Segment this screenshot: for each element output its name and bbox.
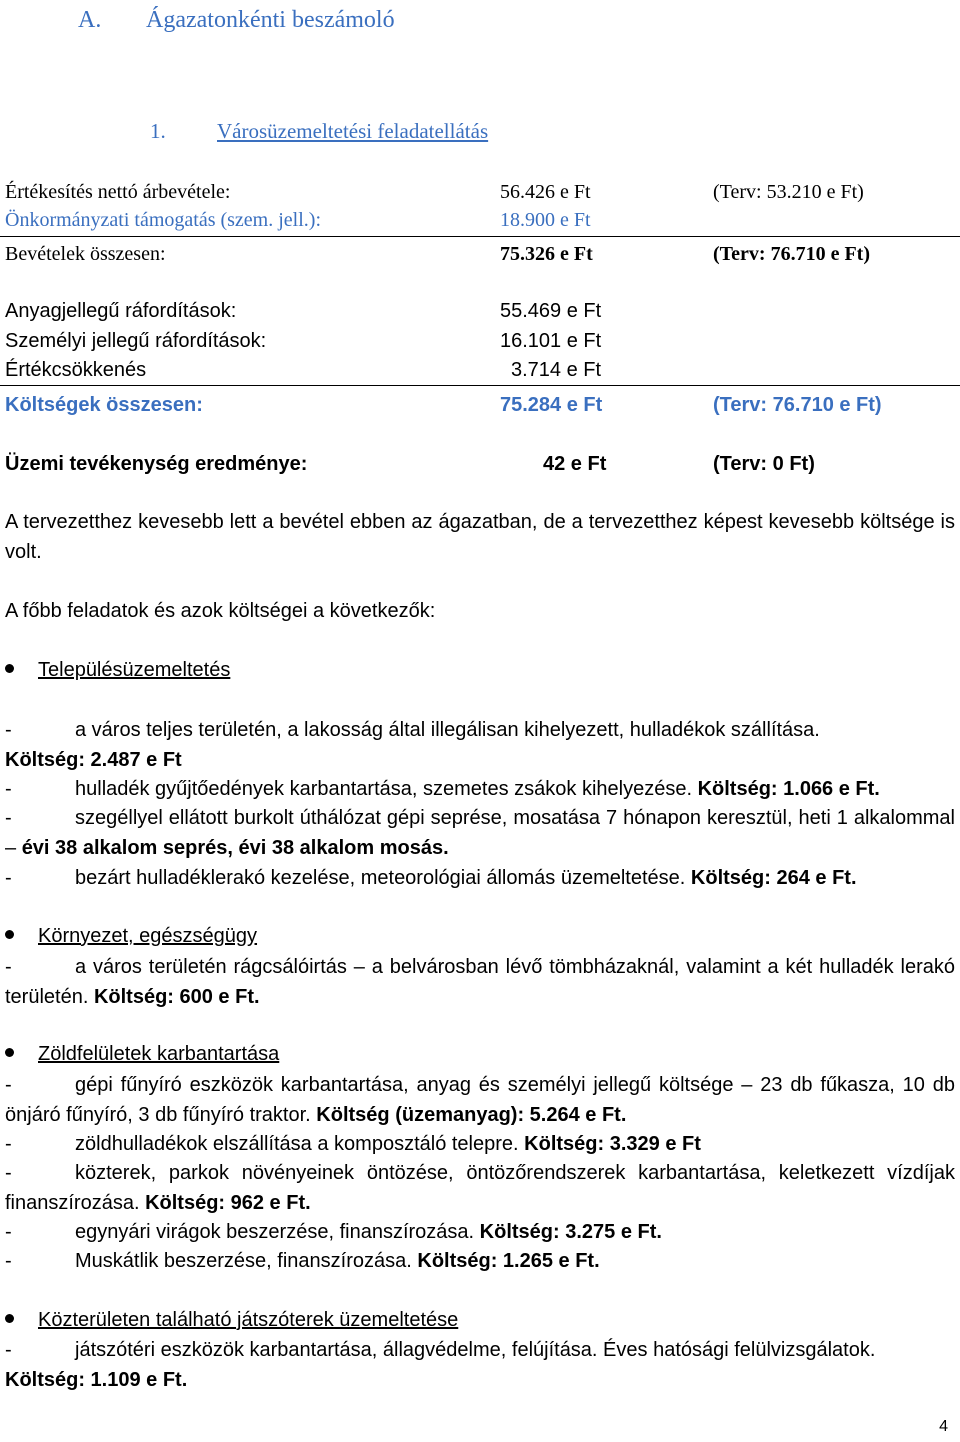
- section-heading-4: Közterületen található játszóterek üzemeltetése: [38, 1309, 459, 1331]
- revenue-total-label: Bevételek összesen:: [5, 243, 166, 265]
- list-item: - zöldhulladékok elszállítása a komposztáló telepre. Költség: 3.329 e Ft: [5, 1133, 701, 1155]
- cost-row-3-value: 3.714 e Ft: [511, 359, 602, 381]
- section-bullet-2: [5, 923, 257, 949]
- list-item: - közterek, parkok növényeinek öntözése, öntözőrendszerek karbantartása, keletkezett vízdíjak finanszírozása. Költség: 962 e Ft.: [5, 1162, 955, 1214]
- list-item: - szegéllyel ellátott burkolt úthálózat gépi seprése, mosatása 7 hónapon keresztül, heti 1 alkalommal – évi 38 alkalom seprés, évi 38 alkalom mosás.: [5, 807, 955, 859]
- costs-total-label: Költségek összesen:: [5, 394, 203, 416]
- bullet-icon: [5, 1048, 14, 1057]
- cost-row-2-label: Személyi jellegű ráfordítások:: [5, 330, 267, 352]
- section-heading-1: Településüzemeltetés: [38, 659, 231, 681]
- list-item: - a város területén rágcsálóirtás – a belvárosban lévő tömbházaknál, valamint a két hulladék lerakó területén. Költség: 600 e Ft.: [5, 956, 955, 1008]
- list-item: - játszótéri eszközök karbantartása, állagvédelme, felújítása. Éves hatósági felülvizsgálatok. Költség: 1.109 e Ft.: [5, 1339, 876, 1391]
- subsection-title: Városüzemeltetési feladatellátás: [217, 119, 489, 143]
- result-label: Üzemi tevékenység eredménye:: [5, 453, 308, 475]
- bullet-icon: [5, 1314, 14, 1323]
- divider-line: [0, 236, 960, 237]
- revenue-total-plan: (Terv: 76.710 e Ft): [713, 243, 870, 265]
- section-heading: [78, 6, 101, 34]
- list-item: - hulladék gyűjtőedények karbantartása, szemetes zsákok kihelyezése. Költség: 1.066 e Ft.: [5, 778, 880, 800]
- section-letter: A.: [78, 7, 102, 33]
- bullet-icon: [5, 930, 14, 939]
- section-bullet-4: [5, 1307, 458, 1333]
- revenue-row-1-value: 56.426 e Ft: [500, 181, 591, 203]
- revenue-row-2-label: Önkormányzati támogatás (szem. jell.):: [5, 209, 322, 231]
- revenue-row-1-plan: (Terv: 53.210 e Ft): [713, 181, 864, 203]
- section-bullet-1: [5, 657, 230, 683]
- revenue-total-value: 75.326 e Ft: [500, 243, 593, 265]
- section-title: Ágazatonkénti beszámoló: [146, 7, 395, 33]
- divider-line: [0, 385, 960, 386]
- result-value: 42 e Ft: [543, 453, 607, 475]
- list-item: - Muskátlik beszerzése, finanszírozása. Költség: 1.265 e Ft.: [5, 1250, 600, 1272]
- costs-total-plan: (Terv: 76.710 e Ft): [713, 394, 882, 416]
- list-item: - bezárt hulladéklerakó kezelése, meteorológiai állomás üzemeltetése. Költség: 264 e Ft.: [5, 867, 857, 889]
- page-number: 4: [939, 1418, 948, 1435]
- list-item: - a város teljes területén, a lakosság által illegálisan kihelyezett, hulladékok szállítása. Költség: 2.487 e Ft: [5, 719, 820, 771]
- bullet-icon: [5, 664, 14, 673]
- list-item: - gépi fűnyíró eszközök karbantartása, anyag és személyi jellegű költsége – 23 db fűkasza, 10 db önjáró fűnyíró, 3 db fűnyíró traktor. Költség (üzemanyag): 5.264 e Ft.: [5, 1074, 955, 1126]
- section-heading-2: Környezet, egészségügy: [38, 925, 258, 947]
- intro-paragraph: A főbb feladatok és azok költségei a következők:: [5, 600, 436, 622]
- summary-paragraph: A tervezetthez kevesebb lett a bevétel ebben az ágazatban, de a tervezetthez képest kevesebb költsége is volt.: [5, 511, 955, 563]
- revenue-row-1-label: Értékesítés nettó árbevétele:: [5, 181, 231, 203]
- result-plan: (Terv: 0 Ft): [713, 453, 815, 475]
- cost-row-2-value: 16.101 e Ft: [500, 330, 602, 352]
- cost-row-1-value: 55.469 e Ft: [500, 300, 602, 322]
- section-bullet-3: [5, 1041, 279, 1067]
- subsection-number: 1.: [150, 119, 166, 143]
- cost-row-1-label: Anyagjellegű ráfordítások:: [5, 300, 237, 322]
- cost-row-3-label: Értékcsökkenés: [5, 359, 147, 381]
- revenue-row-2-value: 18.900 e Ft: [500, 209, 591, 231]
- list-item: - egynyári virágok beszerzése, finanszírozása. Költség: 3.275 e Ft.: [5, 1221, 662, 1243]
- costs-total-value: 75.284 e Ft: [500, 394, 603, 416]
- section-heading-3: Zöldfelületek karbantartása: [38, 1043, 280, 1065]
